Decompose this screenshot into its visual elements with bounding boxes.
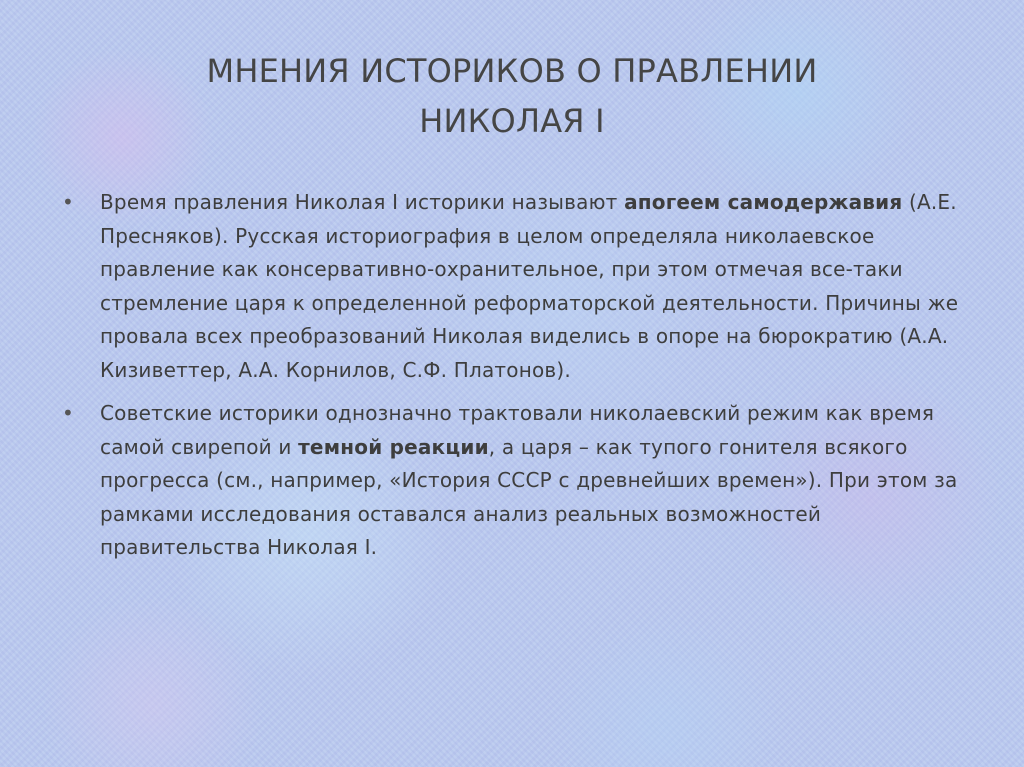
bullet-emphasis: апогеем самодержавия xyxy=(624,190,903,214)
page-title xyxy=(80,46,944,146)
bullet-list xyxy=(60,186,960,575)
bullet-text: , а царя – как тупого гонителя всякого прогресса (см., например, «История СССР с древнейших времен»). При этом за рамками исследования оставался анализ реальных возможностей правительства Николая I. xyxy=(100,434,958,559)
bullet-dot: • xyxy=(62,401,74,425)
bullet-text: (А.Е. Пресняков). Русская историография в целом определяла николаевское правление как консервативно-охранительное, при этом отмечая все-таки стремление царя к определенной реформаторской деятельности. Причины же провала всех преобразований Николая виделись в опоре на бюрократию (А.А. Кизиветтер, А.А. Корнилов, С.Ф. Платонов). xyxy=(100,190,959,382)
bullet-dot: • xyxy=(62,190,74,214)
title-line-1: МНЕНИЯ ИСТОРИКОВ О ПРАВЛЕНИИ xyxy=(206,52,818,90)
bullet-item xyxy=(60,186,960,387)
bullet-item xyxy=(60,397,960,565)
bullet-emphasis: темной реакции xyxy=(298,434,489,459)
bullet-text: Советские историки однозначно трактовали николаевский режим как время самой свирепой и xyxy=(100,401,935,459)
bullet-text: Время правления Николая I историки называют xyxy=(100,190,625,214)
title-line-2: НИКОЛАЯ I xyxy=(419,102,605,140)
